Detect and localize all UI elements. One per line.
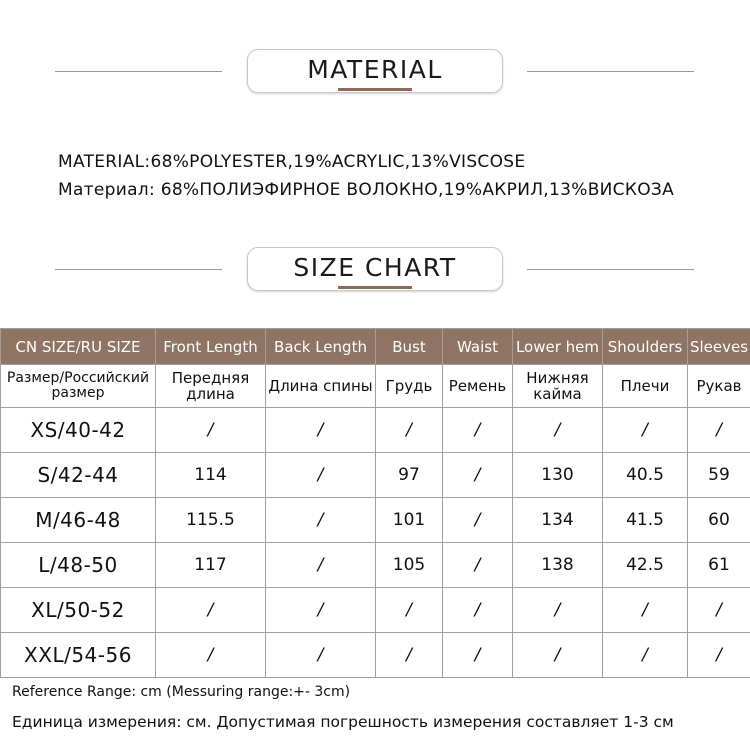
measurement-cell: 117 xyxy=(156,543,266,588)
size-cell: XXL/54-56 xyxy=(1,633,156,678)
measurement-cell: / xyxy=(266,498,376,543)
header-cell-ru: Грудь xyxy=(376,365,443,408)
divider-line xyxy=(527,71,694,72)
header-cell-ru: Ремень xyxy=(443,365,513,408)
measurement-cell: 42.5 xyxy=(603,543,688,588)
header-cell-ru: Плечи xyxy=(603,365,688,408)
measurement-cell: / xyxy=(603,633,688,678)
measurement-cell: / xyxy=(266,408,376,453)
table-header-row-ru xyxy=(1,365,750,408)
material-composition-ru: Материал: 68%ПОЛИЭФИРНОЕ ВОЛОКНО,19%АКРИЛ,13%ВИСКОЗА xyxy=(58,180,675,200)
heading-pill xyxy=(247,49,503,93)
measurement-cell: 41.5 xyxy=(603,498,688,543)
header-cell-ru: Нижняя кайма xyxy=(513,365,603,408)
measurement-cell: / xyxy=(443,453,513,498)
measurement-cell: / xyxy=(603,588,688,633)
measurement-cell: / xyxy=(443,633,513,678)
size-chart-table xyxy=(0,328,750,678)
measurement-cell: 101 xyxy=(376,498,443,543)
material-heading-block xyxy=(0,49,750,95)
header-cell: Front Length xyxy=(156,329,266,365)
measurement-cell: / xyxy=(266,588,376,633)
header-cell: Sleeves xyxy=(688,329,750,365)
measurement-cell: / xyxy=(443,543,513,588)
table-row xyxy=(1,588,750,633)
measurement-cell: 61 xyxy=(688,543,750,588)
size-cell: M/46-48 xyxy=(1,498,156,543)
material-composition-en: MATERIAL:68%POLYESTER,19%ACRYLIC,13%VISCOSE xyxy=(58,152,526,172)
size-cell: XS/40-42 xyxy=(1,408,156,453)
header-cell: Back Length xyxy=(266,329,376,365)
size-cell: S/42-44 xyxy=(1,453,156,498)
measurement-unit-note: Единица измерения: см. Допустимая погрешность измерения составляет 1-3 см xyxy=(12,713,674,731)
measurement-cell: / xyxy=(156,408,266,453)
heading-pill xyxy=(247,247,503,291)
header-cell: CN SIZE/RU SIZE xyxy=(1,329,156,365)
measurement-cell: / xyxy=(376,633,443,678)
measurement-cell: / xyxy=(266,453,376,498)
size-chart-heading: SIZE CHART xyxy=(293,253,457,282)
measurement-cell: 138 xyxy=(513,543,603,588)
measurement-cell: / xyxy=(266,633,376,678)
measurement-cell: / xyxy=(688,588,750,633)
divider-line xyxy=(527,269,694,270)
measurement-cell: / xyxy=(688,408,750,453)
header-cell: Shoulders xyxy=(603,329,688,365)
measurement-cell: 130 xyxy=(513,453,603,498)
header-cell: Waist xyxy=(443,329,513,365)
measurement-cell: / xyxy=(156,588,266,633)
measurement-cell: / xyxy=(513,588,603,633)
material-heading: MATERIAL xyxy=(307,55,443,84)
measurement-cell: 60 xyxy=(688,498,750,543)
measurement-cell: / xyxy=(443,408,513,453)
heading-accent-bar xyxy=(338,286,412,289)
table-row xyxy=(1,633,750,678)
measurement-cell: / xyxy=(376,588,443,633)
divider-line xyxy=(55,269,222,270)
header-cell-ru: Размер/Российский размер xyxy=(1,365,156,408)
heading-accent-bar xyxy=(338,88,412,91)
table-row xyxy=(1,543,750,588)
size-chart-heading-block xyxy=(0,247,750,293)
measurement-cell: / xyxy=(688,633,750,678)
reference-range-note: Reference Range: cm (Messuring range:+- 3cm) xyxy=(12,684,351,700)
size-cell: XL/50-52 xyxy=(1,588,156,633)
measurement-cell: / xyxy=(443,498,513,543)
table-row xyxy=(1,408,750,453)
measurement-cell: / xyxy=(513,408,603,453)
header-cell: Bust xyxy=(376,329,443,365)
measurement-cell: 59 xyxy=(688,453,750,498)
table-row xyxy=(1,453,750,498)
measurement-cell: 97 xyxy=(376,453,443,498)
measurement-cell: / xyxy=(513,633,603,678)
measurement-cell: / xyxy=(156,633,266,678)
header-cell-ru: Длина спины xyxy=(266,365,376,408)
table-header-row xyxy=(1,329,750,365)
measurement-cell: 114 xyxy=(156,453,266,498)
measurement-cell: 115.5 xyxy=(156,498,266,543)
measurement-cell: / xyxy=(376,408,443,453)
measurement-cell: 105 xyxy=(376,543,443,588)
header-cell-ru: Передняя длина xyxy=(156,365,266,408)
measurement-cell: / xyxy=(443,588,513,633)
measurement-cell: / xyxy=(266,543,376,588)
divider-line xyxy=(55,71,222,72)
table-row xyxy=(1,498,750,543)
header-cell: Lower hem xyxy=(513,329,603,365)
size-cell: L/48-50 xyxy=(1,543,156,588)
measurement-cell: 40.5 xyxy=(603,453,688,498)
measurement-cell: / xyxy=(603,408,688,453)
measurement-cell: 134 xyxy=(513,498,603,543)
header-cell-ru: Рукав xyxy=(688,365,750,408)
